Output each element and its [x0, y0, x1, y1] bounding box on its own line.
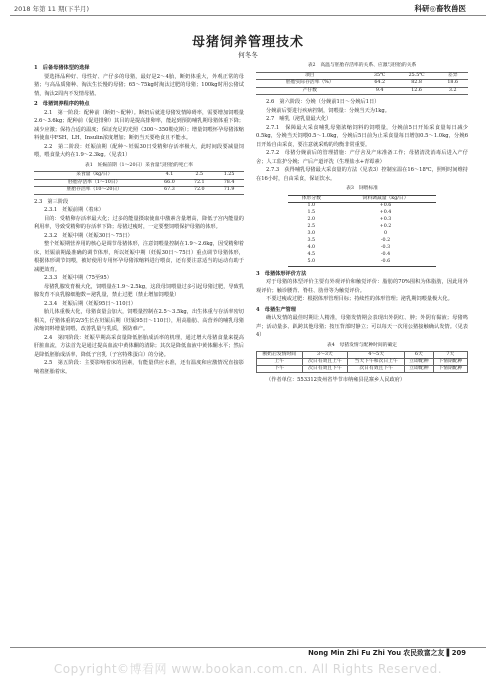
table-cell: 9.4 [364, 87, 396, 95]
table-cell: 7天 [433, 352, 467, 359]
table-cell: 64.2 [364, 80, 396, 88]
paragraph: 2.7.1 保障最大采食哺乳母猪浓缩饲料的饲喂量，分娩前5日开始采食量每日减少0.5kg，分娩当天饲喂0.5～1.0kg，分娩后5日前为止采食量每日增加0.5～1.0kg，分娩6日开始自由采食，要注意就采购的均衡非常重要。 [256, 124, 468, 148]
table-row [34, 187, 244, 195]
table-row [288, 231, 436, 238]
right-column [256, 62, 468, 385]
table-cell: 上午 [257, 359, 303, 366]
paragraph: 分娩前后要进行疾病控制，饲喂量：分娩当天为1kg。 [266, 107, 390, 114]
table-cell: 66.0 [155, 179, 185, 187]
subheading: 2.6 第六阶段：分娩（分娩前1日～分娩后1日） [266, 99, 380, 105]
table-cell: 71.9 [214, 187, 244, 195]
section-heading: 4 母猪生产管理 [256, 306, 296, 313]
table-1 [34, 171, 244, 195]
table-cell: 下情期配种 [433, 366, 467, 373]
subheading: 2.3.4 妊娠后期（妊娠95日～110日） [44, 300, 136, 307]
table-cell: 72.1 [184, 179, 214, 187]
table-cell: 0 [383, 231, 388, 237]
paragraph: 母猪乳腺发育极大化，饲喂量在1.9～2.5kg，这段母饲喂量过多引起母猪过肥，导致乳腺发育不良乳腺细胞数＝泌乳量，禁止过肥（禁止增加饲喂量） [34, 283, 244, 298]
paragraph: 不要过瘦或过肥：根据体形管理目标；持续性的体形管理；泌乳期饲喂量极大化。 [266, 296, 453, 303]
table-cell: 项目 [256, 72, 364, 80]
table-cell: 1.5 [307, 210, 316, 216]
paragraph: 2.1 第一阶段：配种前（断奶～配种）。断奶后就进母猪发情障碍率，需要增加饲喂量2.6～3.6kg；配种前（促进排卵）其目的是提高排卵率，能起到预防哺乳期母猪体重下降；减少应激；保持合适的温度；保证充足的光照（300～350勒克斯）；增量饲喂怀孕母猪浓缩料使血中FSH、LH、Insulin浓度增加；断奶当天要绝食且不能水。 [34, 109, 244, 141]
table-row [288, 224, 436, 231]
author-affiliation: （作者单位：553312贵州省毕节市纳雍县昆寨乡人民政府） [266, 377, 406, 384]
table-cell: 3～3天 [302, 352, 348, 359]
table-cell: 3.5 [307, 237, 316, 243]
copyright-watermark: Copyright©博看网 www.bookan.com.cn. All Rights Reserved. [53, 662, 443, 676]
subheading: 2.3.1 妊娠前期（着床） [44, 207, 104, 213]
table-cell: 下情期配种 [433, 359, 467, 366]
article-author: 何冬冬 [238, 51, 258, 59]
section-heading: 3 母猪体形评价方法 [256, 270, 307, 277]
table-row [288, 238, 436, 245]
table-cell: 胚胎存活率（1～10日） [34, 179, 155, 187]
table-row [256, 80, 468, 88]
table-cell: 5.0 [288, 259, 335, 266]
table-cell: 78.4 [214, 179, 244, 187]
table-cell: 6天 [405, 352, 434, 359]
table-cell: 体形分数 [288, 195, 335, 203]
table-row [257, 359, 468, 366]
table-cell: -0.6 [335, 259, 436, 266]
table-cell: 次日有效且上午 [302, 359, 348, 366]
table-cell: 82.8 [396, 80, 438, 88]
table-cell: 4.1 [155, 172, 185, 180]
header-rule [10, 15, 486, 16]
section-label: 科研◎畜牧兽医 [414, 4, 466, 13]
paragraph: 目的：受精卵存活率最大化；过多的能量摄取使血中激素含量增高，降低子宫内能量的利用率，导致受精卵的存活率下降；母猪过瘦时，一定要整饲喂保护母猪的体形。 [34, 215, 244, 230]
table-caption: 表1 妊娠前期（1～20日）采食量与胚胎的死亡率 [84, 162, 194, 168]
page-header [0, 0, 496, 16]
table-row [288, 252, 436, 259]
table-cell: 产仔数 [256, 87, 364, 95]
table-cell: 3.2 [437, 87, 468, 95]
table-cell: 4.5 [307, 251, 316, 257]
table-cell: 饲料调减量（kg/日） [335, 195, 436, 203]
section-heading: 2 母猪饲养程序的特点 [34, 101, 90, 107]
table-row [257, 366, 468, 373]
article-title: 母猪饲养管理技术 [191, 35, 304, 50]
table-cell: -0.4 [380, 251, 391, 257]
table-cell: +0.2 [379, 224, 392, 230]
table-caption: 表2 高温与胚胎存活率的关系、应激与胚胎的关系 [307, 63, 417, 68]
table-cell: 胚胎存活率（10～20日） [34, 187, 155, 195]
table-cell: 胚胎实际存活率（%） [256, 80, 364, 88]
table-row [256, 87, 468, 95]
subheading: 2.3.2 妊娠中期（妊娠30日～75日） [44, 232, 133, 239]
table-cell: 断奶后发情时间 [257, 352, 303, 359]
paragraph: 2.5 第五阶段：主要影响着床的因素，有能量供应水准，还有温度和应激情况直接影响着胚胎着床。 [34, 360, 244, 375]
table-3 [288, 195, 436, 267]
page-footer: Nong Min Zhi Fu Zhi You 农民致富之友 ▌209 [308, 649, 466, 657]
paragraph: 2.4 第四阶段：妊娠早期高采食量降低胚胎成活率的机理，通过增大母猪食量来提高肝脏血流，方法首先是通过提高血流中黄体酮的清除；其次是降低血液中黄体酮水平；然后是降低胚胎成活率，降低子宫乳（子宫特殊蛋白）的分泌。 [34, 334, 244, 358]
table-cell: 4～5天 [348, 352, 405, 359]
table-cell: 3.0 [307, 231, 316, 237]
table-cell: +0.4 [379, 210, 392, 216]
table-cell: 立即配种 [405, 359, 434, 366]
table-row [288, 245, 436, 252]
table-cell: 12.6 [396, 87, 438, 95]
table-cell: 2.5 [184, 172, 214, 180]
table-cell: 2.5 [307, 224, 316, 230]
section-heading: 1 后备母猪体型的选择 [34, 65, 90, 71]
table-cell: 1.0 [307, 203, 316, 209]
left-column [34, 62, 244, 376]
table-cell: 立即配种 [405, 366, 434, 373]
paragraph: 对于母猪的体型评价主要有外观评价和触觉评价：脂肪的70%囤积为体脂肪，因此用外观评价；触诊腰背、脊柱、肋骨等为触觉评价。 [256, 279, 468, 294]
table-cell: 次日有效且下午 [302, 366, 348, 373]
table-cell: 次日有效且下午 [348, 366, 405, 373]
table-cell: 67.3 [155, 187, 185, 195]
table-cell: 2.0 [307, 217, 316, 223]
table-cell: 4.0 [307, 244, 316, 250]
paragraph: 确认发情的最佳时期让人精准，母猪发情期会表现出外阴红、肿；外阴有黏液；母猪鸣声；活动量多、趴跨其他母猪；按压背部时静立；可以每天一次用公猪接触确认发情。（见表4） [256, 315, 468, 339]
paragraph: 2.7.2 母猪分娩前后的管理措施：产仔舍及产床准备工作；母猪清洗消毒后进入产仔舍；人工监护分娩；产后产道评洗（生理盐水+青霉素） [256, 150, 468, 165]
table-row [256, 72, 468, 80]
issue-label: 2018 年第 11 期(下半月) [14, 5, 90, 13]
table-4 [256, 351, 468, 373]
table-cell: 72.0 [184, 187, 214, 195]
table-caption: 表4 母猪发情与配种时间的确定 [326, 342, 398, 348]
subheading: 2.3 第三阶段 [34, 198, 69, 205]
table-cell: 18.6 [437, 80, 468, 88]
table-row [288, 259, 436, 266]
table-cell: -0.2 [380, 237, 391, 243]
table-cell: 采食量（kg/日） [34, 172, 155, 180]
paragraph: 胎儿体重极大化，母猪食量会加大，饲喂量控制在2.5～3.5kg，出生体重与存活率密切相关，仔猪体重的2/3生长在妊娠后期（妊娠95日～110日），用高脂肪、高营养的哺乳母猪浓缩饲料增量饲喂，改善乳量与乳质，预防难产。 [34, 309, 244, 332]
paragraph: 2.2 第二阶段：妊娠前期（配种～妊娠30日受精卵存活率极大，此时间段要减量饲喂，喂食量大约在1.9～2.3kg。（见表1） [34, 143, 244, 158]
table-2 [256, 72, 468, 96]
subheading: 2.3.3 妊娠中期（75至95） [44, 275, 112, 281]
table-cell: 1.25 [214, 172, 244, 180]
table-cell: +0.3 [379, 217, 392, 223]
table-cell: 当天下午和次日上午 [348, 359, 405, 366]
table-cell: 35℃ [364, 72, 396, 80]
paragraph: 2.7.3 获得哺乳母猪最大采食量的方法（见表3）控制室温在16～18℃，照明时间维持在16小时，自由采食，保证饮水。 [256, 167, 468, 182]
table-cell: -0.3 [380, 244, 391, 250]
paragraph: 要选择品种好、母性好、产仔多的母猪，最好是2～4胎，断奶体重大，外观正常的母猪；与高品质猪种、淘汰生长慢的母猪；65～75kg时淘汰过肥的母猪；100kg时用公猪试情，淘汰2周内不发情母猪。 [34, 73, 244, 97]
subheading: 2.7 哺乳（泌乳量最大化） [266, 116, 332, 122]
table-cell: 下午 [257, 366, 303, 373]
table-row [34, 179, 244, 187]
table-cell: 差异 [437, 72, 468, 80]
table-row [257, 352, 468, 359]
table-row [34, 172, 244, 180]
table-row [288, 195, 436, 203]
table-cell: +0.6 [379, 203, 392, 209]
paragraph: 整个妊娠期营养用的核心是调节母猪体形，注意饲喂量控制在1.9～2.6kg，因受精卵着床，妊娠前期最准确的调节体形，所以妊娠中期（妊娠30日～75日）重点调节母猪体形，根据体形调节饲喂，被好使用专用怀孕母猪浓缩料进行喂食，还有要注意适当的运动有助于减肥效育。 [34, 241, 244, 273]
table-cell: 25.5℃ [396, 72, 438, 80]
table-caption: 表3 饲喂标准 [346, 186, 378, 191]
